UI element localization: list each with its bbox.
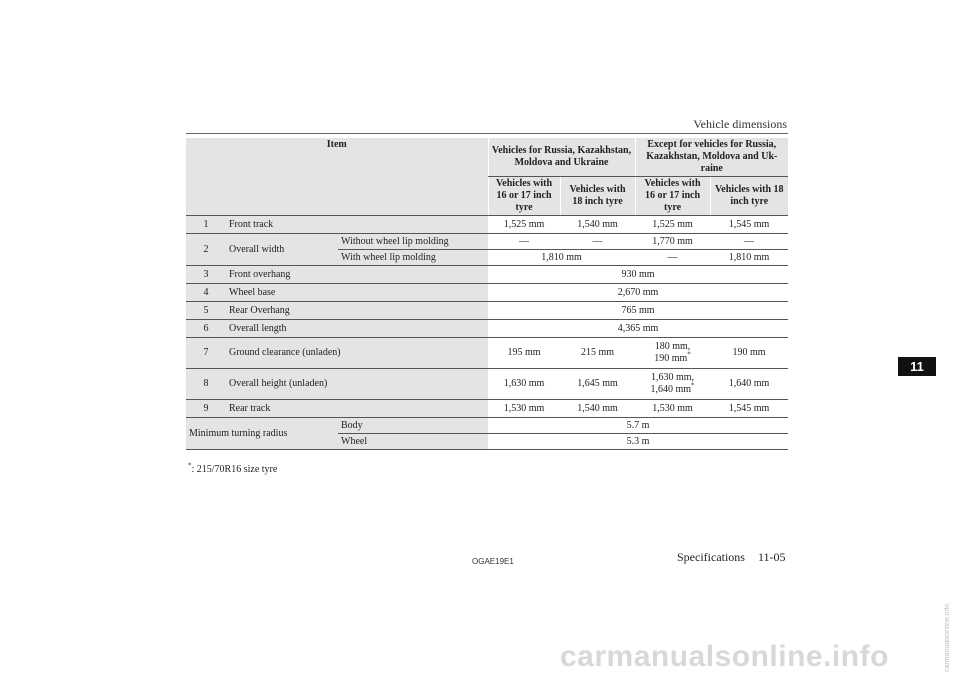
table-row: 7 Ground clearance (unladen) 195 mm 215 mm 180 mm, 190 mm* 190 mm — [186, 338, 788, 369]
table-row: 3 Front overhang 930 mm — [186, 266, 788, 284]
footnote-star: * — [188, 461, 192, 470]
table-row: 2 Overall width Without wheel lip molding — — 1,770 mm — — [186, 234, 788, 250]
table-row: Wheel 5.3 m — [186, 434, 788, 450]
table-row: 8 Overall height (unladen) 1,630 mm 1,645 mm 1,630 mm, 1,640 mm* 1,640 mm — [186, 369, 788, 400]
subheader-16-17-a: Vehicles with 16 or 17 inch tyre — [488, 177, 560, 216]
subheader-18-a: Vehicles with 18 inch tyre — [560, 177, 635, 216]
brand-watermark: carmanualsonline.info — [560, 640, 889, 673]
header-item: Item — [186, 138, 488, 216]
page-number: 11-05 — [758, 550, 786, 564]
table-header-row — [186, 138, 788, 177]
footnote: *: 215/70R16 size tyre — [188, 461, 278, 475]
table-row: 6 Overall length 4,365 mm — [186, 320, 788, 338]
header-group-a: Vehicles for Russia, Kazakhstan, Moldova and Ukraine — [488, 138, 635, 177]
dimensions-table — [186, 138, 788, 450]
table-row: With wheel lip molding 1,810 mm — 1,810 mm — [186, 250, 788, 266]
watermark: carmanualsonline.info — [944, 603, 951, 672]
table-row: 1 Front track 1,525 mm 1,540 mm 1,525 mm 1,545 mm — [186, 216, 788, 234]
chapter-tab[interactable]: 11 — [898, 357, 936, 376]
table-row: 9 Rear track 1,530 mm 1,540 mm 1,530 mm 1,545 mm — [186, 400, 788, 418]
doc-code: OGAE19E1 — [472, 557, 514, 566]
footnote-marker: * — [687, 350, 691, 359]
table-row: 5 Rear Overhang 765 mm — [186, 302, 788, 320]
footnote-marker: * — [691, 381, 695, 390]
subheader-16-17-b: Vehicles with 16 or 17 inch tyre — [635, 177, 710, 216]
table-row: 4 Wheel base 2,670 mm — [186, 284, 788, 302]
header-group-b: Except for vehicles for Russia, Kazakhstan, Moldova and Uk-raine — [635, 138, 788, 177]
table-row: Minimum turning radius Body 5.7 m — [186, 418, 788, 434]
header-rule — [186, 133, 788, 134]
section-title: Vehicle dimensions — [693, 117, 787, 131]
footer-section: Specifications — [677, 550, 745, 564]
subheader-18-b: Vehicles with 18 inch tyre — [710, 177, 788, 216]
